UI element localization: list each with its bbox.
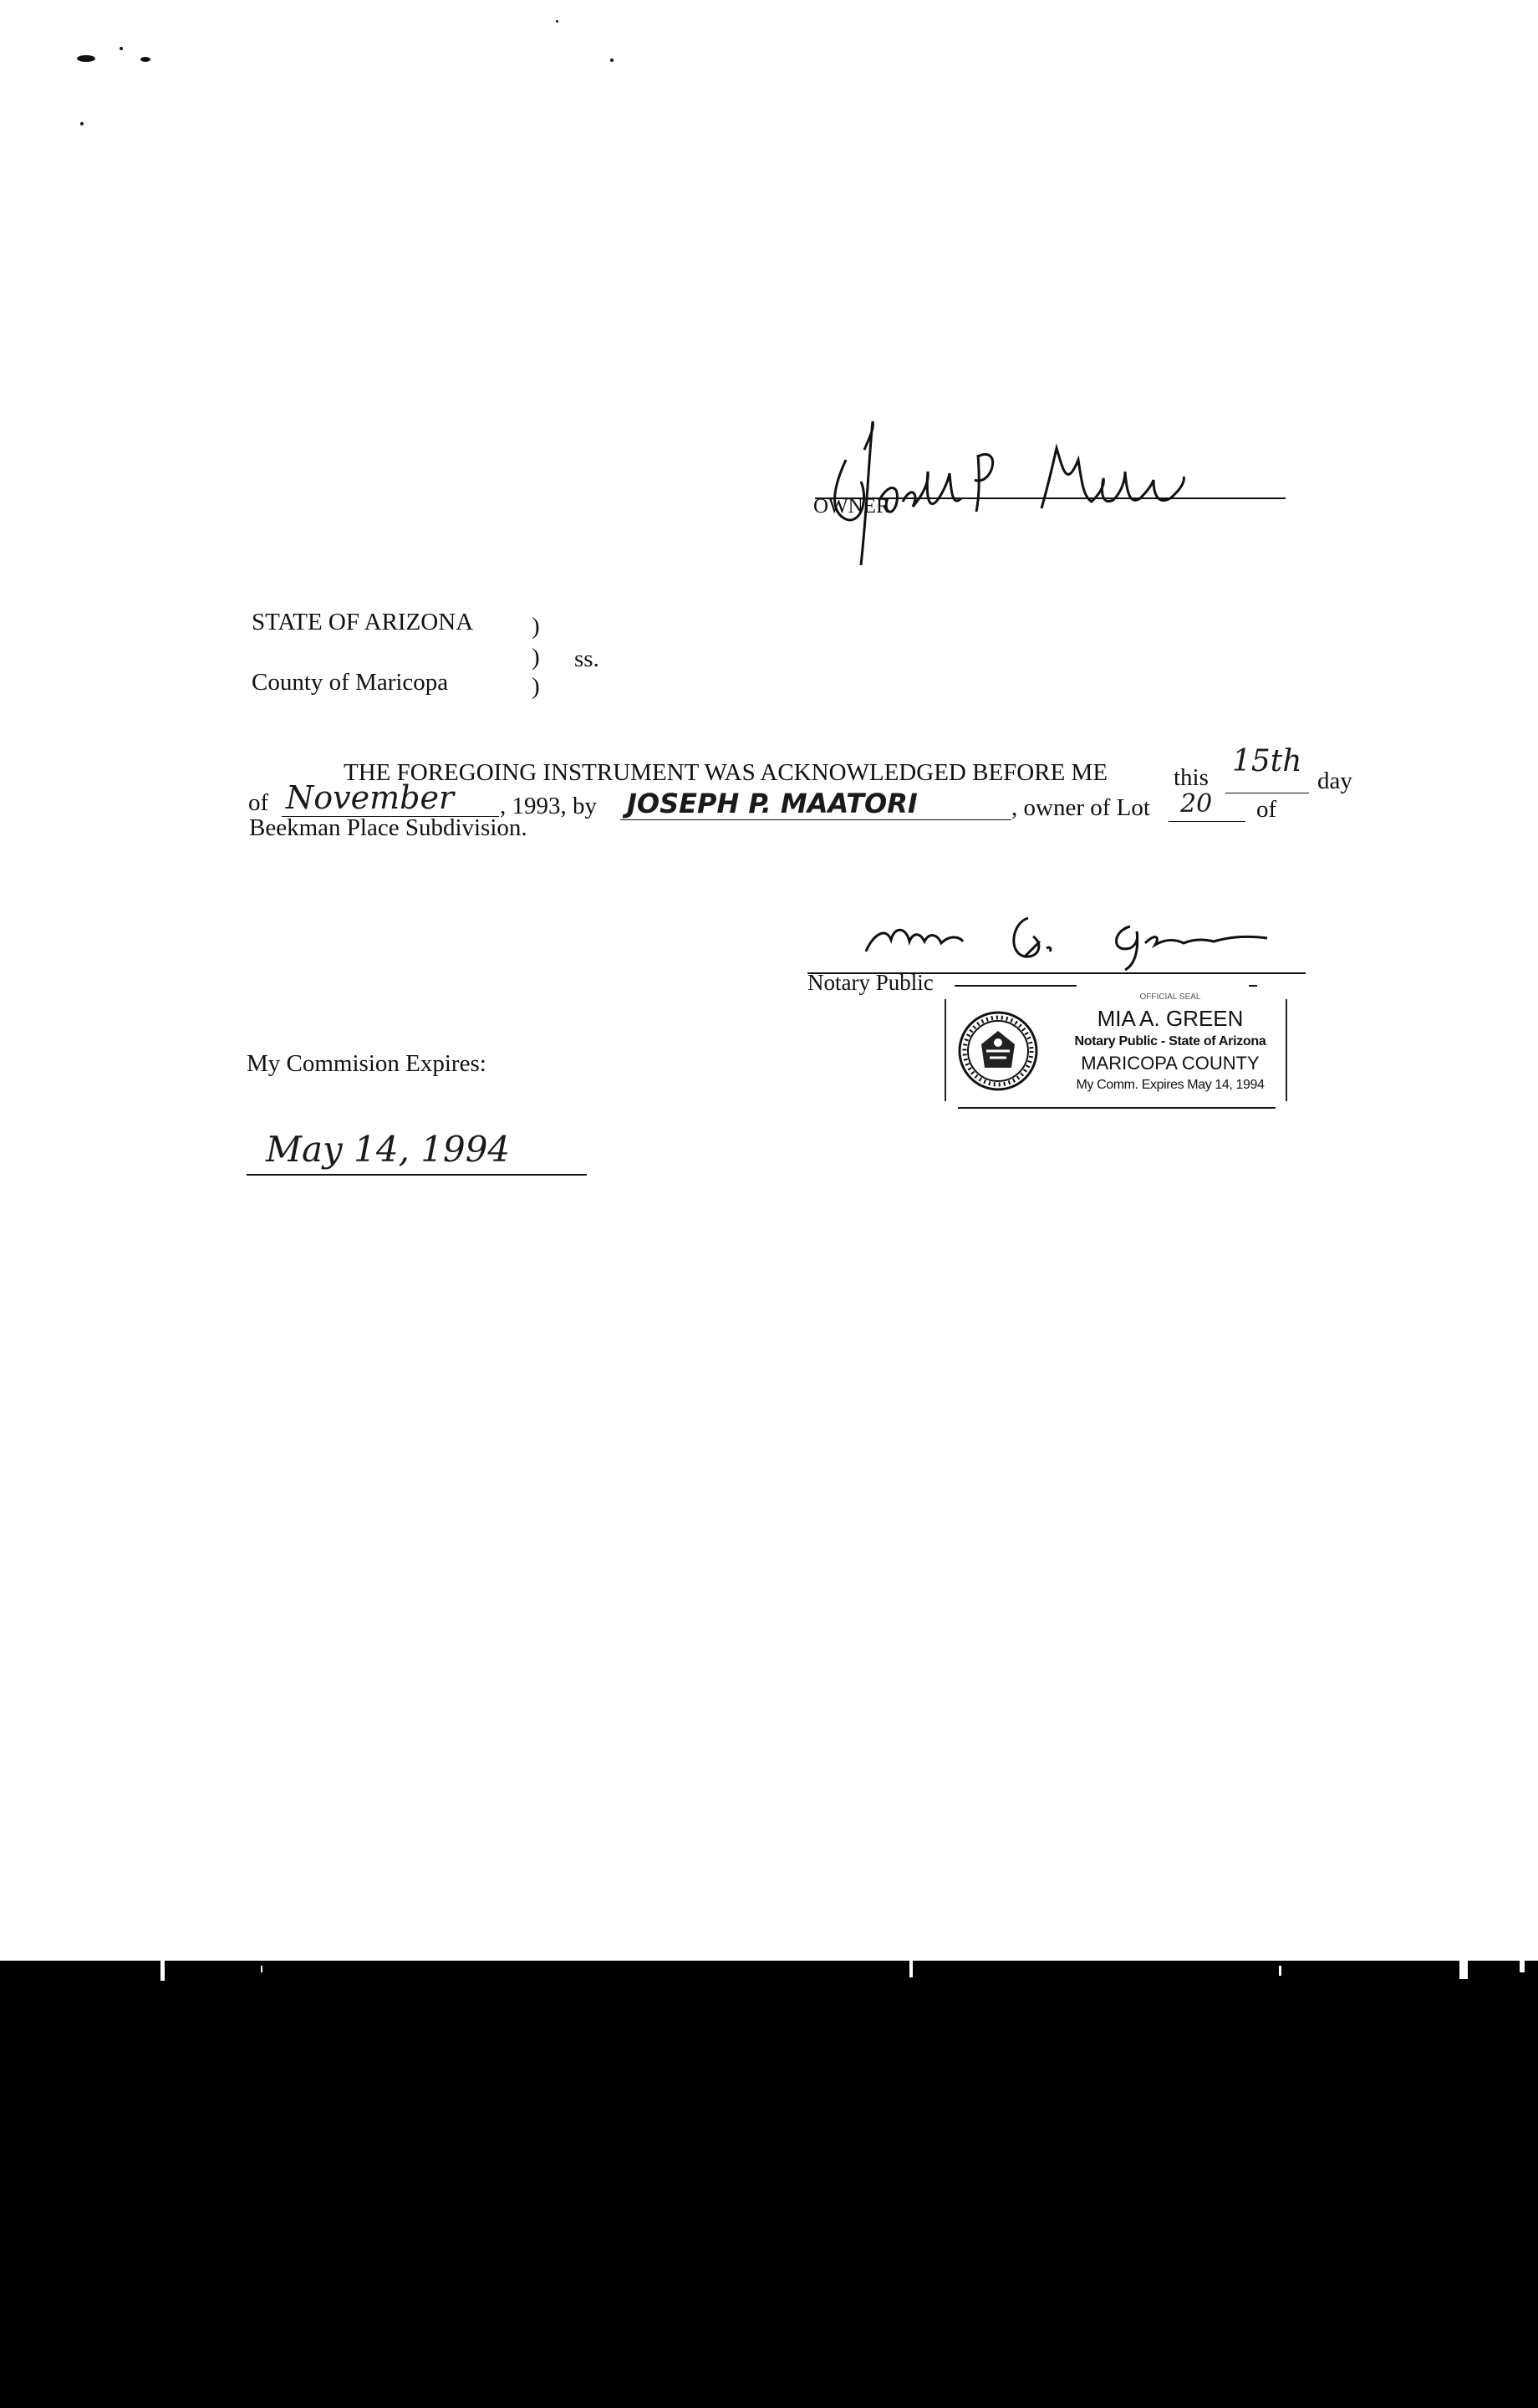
ack-of: of bbox=[248, 789, 269, 816]
scan-speck bbox=[140, 57, 150, 62]
seal-expires: My Comm. Expires May 14, 1994 bbox=[1076, 1078, 1265, 1092]
ack-day-value: 15th bbox=[1232, 744, 1302, 778]
ack-name-line bbox=[620, 819, 1011, 820]
notary-seal bbox=[945, 992, 1287, 1101]
scan-speck bbox=[1459, 1961, 1468, 1979]
scan-speck bbox=[120, 47, 123, 50]
ack-of-2: of bbox=[1256, 796, 1277, 823]
owner-label: OWNER bbox=[813, 495, 890, 518]
scan-border bbox=[0, 1961, 1538, 2408]
ack-lot-line bbox=[1169, 821, 1245, 822]
ack-lead: THE FOREGOING INSTRUMENT WAS ACKNOWLEDGED BEFORE ME bbox=[344, 759, 1108, 786]
seal-county: MARICOPA COUNTY bbox=[1081, 1053, 1260, 1074]
commission-date-line bbox=[247, 1174, 587, 1176]
seal-header: OFFICIAL SEAL bbox=[1139, 992, 1201, 1002]
notary-dash-line bbox=[955, 985, 1077, 987]
seal-name: MIA A. GREEN bbox=[1097, 1006, 1244, 1031]
venue-state: STATE OF ARIZONA bbox=[252, 609, 474, 635]
commission-label: My Commision Expires: bbox=[247, 1050, 486, 1077]
scan-speck bbox=[610, 59, 614, 62]
seal-bottom-line bbox=[958, 1107, 1276, 1109]
scan-speck bbox=[556, 20, 558, 23]
venue-county: County of Maricopa bbox=[252, 669, 449, 696]
venue-ss: ss. bbox=[574, 645, 599, 672]
venue-paren-1: ) bbox=[532, 613, 540, 640]
venue-paren-2: ) bbox=[532, 644, 540, 671]
scan-speck bbox=[1520, 1961, 1525, 1972]
ack-day-word: day bbox=[1317, 768, 1352, 794]
scan-speck bbox=[261, 1966, 262, 1972]
scan-speck bbox=[909, 1961, 913, 1977]
ack-owner-of-lot: , owner of Lot bbox=[1011, 794, 1150, 821]
scan-speck bbox=[1279, 1966, 1281, 1976]
ack-this: this bbox=[1174, 764, 1209, 791]
ack-month-value: November bbox=[286, 779, 455, 816]
ack-name-value: JOSEPH P. MAATORI bbox=[627, 788, 918, 819]
notary-label: Notary Public bbox=[807, 970, 934, 995]
commission-date-value: May 14, 1994 bbox=[266, 1129, 511, 1170]
scan-speck bbox=[160, 1961, 165, 1981]
ack-year: , 1993, by bbox=[500, 793, 597, 819]
state-seal-icon bbox=[956, 1009, 1040, 1093]
notary-dash-mark bbox=[1249, 985, 1257, 987]
seal-title: Notary Public - State of Arizona bbox=[1074, 1034, 1266, 1048]
venue-paren-3: ) bbox=[532, 673, 540, 700]
scan-speck bbox=[77, 55, 95, 62]
scan-speck bbox=[80, 122, 84, 125]
ack-lot-value: 20 bbox=[1180, 789, 1213, 819]
ack-subdivision: Beekman Place Subdivision. bbox=[249, 814, 527, 841]
